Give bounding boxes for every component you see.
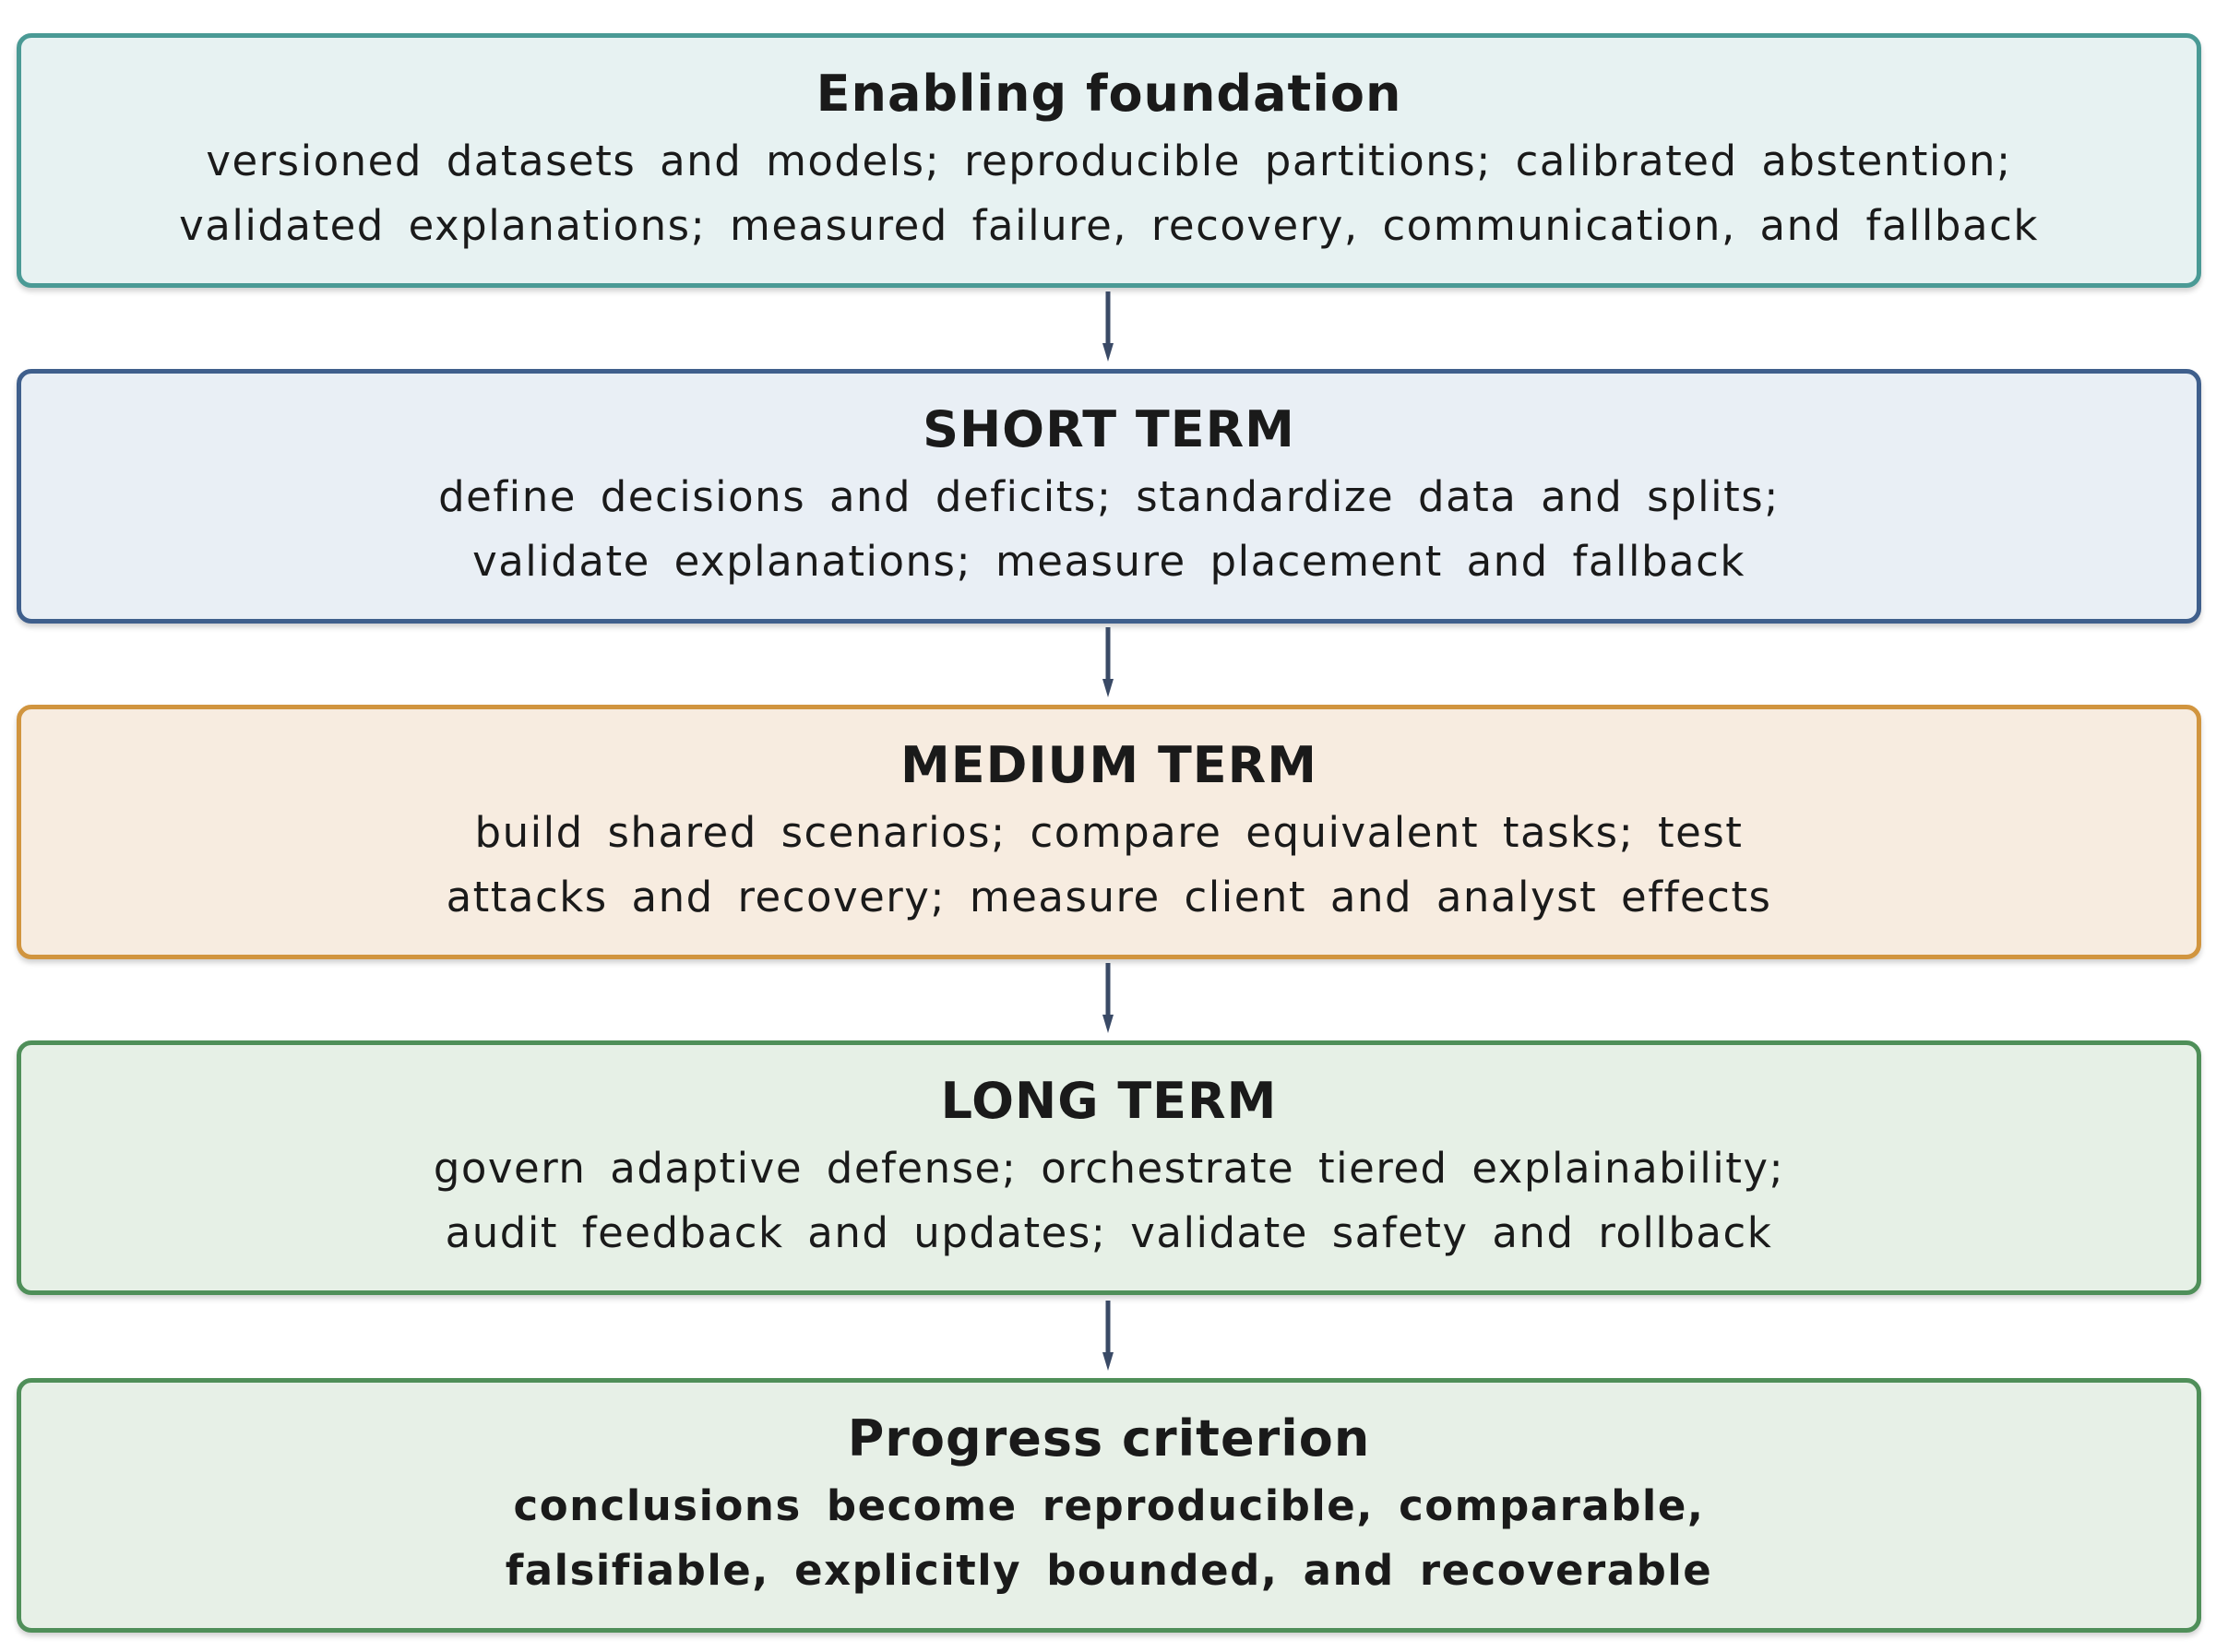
- progress-criterion-title: Progress criterion: [847, 1409, 1371, 1468]
- foundation-line-2: validated explanations; measured failure, recovery, communication, and fallback: [179, 201, 2039, 250]
- long-term-title: LONG TERM: [940, 1072, 1278, 1130]
- medium-term-title: MEDIUM TERM: [900, 736, 1317, 794]
- short-term-title: SHORT TERM: [923, 400, 1295, 458]
- short-term-line-2: validate explanations; measure placement and fallback: [472, 537, 1745, 586]
- foundation-title: Enabling foundation: [816, 65, 1402, 123]
- down-arrow-icon: [1102, 291, 1114, 362]
- long-term-line-1: govern adaptive defense; orchestrate tiered explainability;: [433, 1144, 1785, 1193]
- medium-term-line-2: attacks and recovery; measure client and analyst effects: [446, 873, 1772, 921]
- down-arrow-icon: [1102, 963, 1114, 1033]
- progress-criterion-line-2: falsifiable, explicitly bounded, and recoverable: [505, 1546, 1713, 1595]
- long-term-box: [17, 1040, 2201, 1295]
- medium-term-box: [17, 705, 2201, 959]
- down-arrow-icon: [1102, 1301, 1114, 1371]
- progress-criterion-box: [17, 1378, 2201, 1633]
- down-arrow-icon: [1102, 627, 1114, 697]
- medium-term-line-1: build shared scenarios; compare equivalent tasks; test: [474, 808, 1744, 857]
- foundation-box: [17, 33, 2201, 288]
- progress-criterion-line-1: conclusions become reproducible, comparable,: [513, 1481, 1705, 1530]
- long-term-line-2: audit feedback and updates; validate safety and rollback: [445, 1208, 1773, 1257]
- foundation-line-1: versioned datasets and models; reproducible partitions; calibrated abstention;: [206, 137, 2012, 185]
- short-term-line-1: define decisions and deficits; standardize data and splits;: [438, 472, 1780, 521]
- short-term-box: [17, 369, 2201, 624]
